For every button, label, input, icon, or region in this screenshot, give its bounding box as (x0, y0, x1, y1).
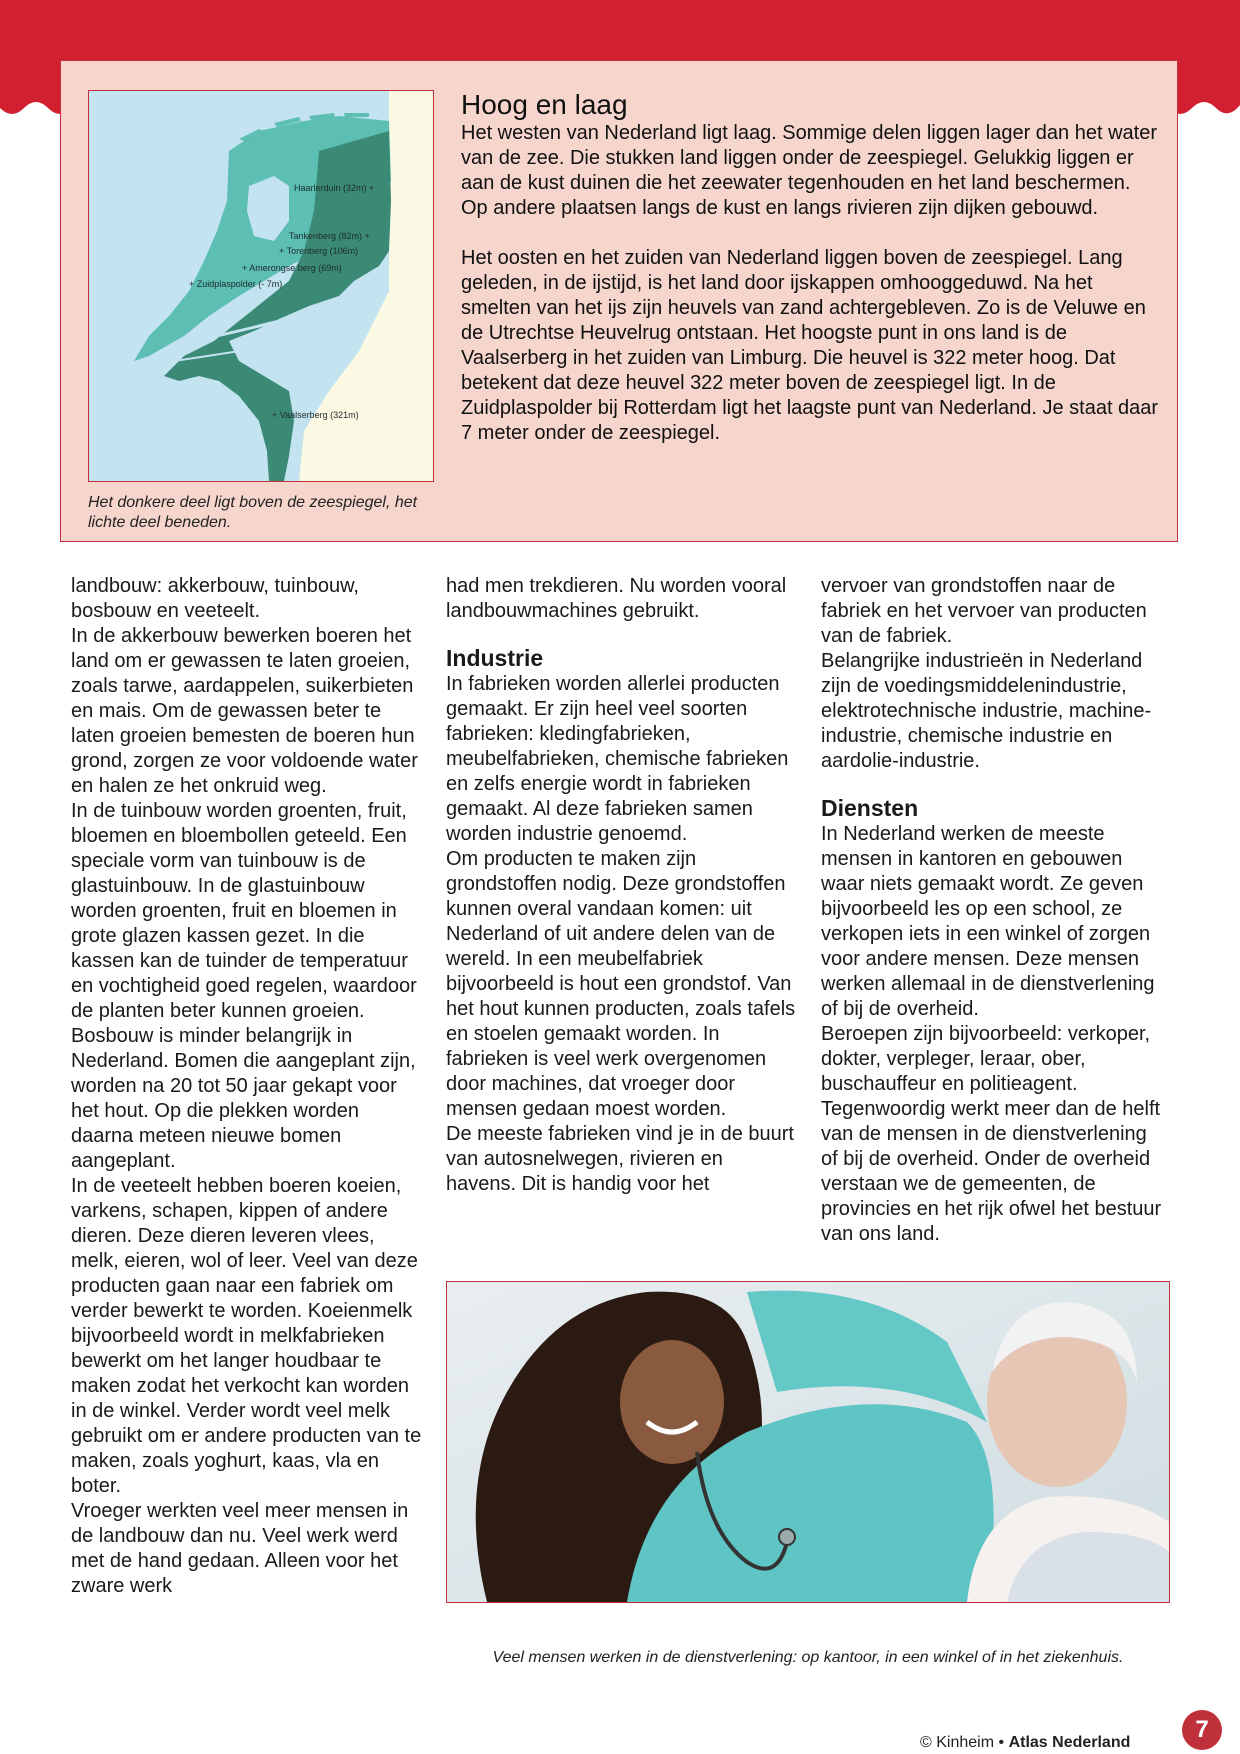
box-paragraph: Het westen van Nederland ligt laag. Sommige delen liggen lager dan het water van de zee. Die stukken land liggen onder de zeespiegel. Gelukkig liggen er aan de kust duinen die het zeewater tegenhouden en het land beschermen. Op andere plaatsen langs de kust en langs rivieren zijn dijken gebouwd. (461, 122, 1157, 219)
paragraph: Tegenwoordig werkt meer dan de helft van de mensen in de dienstverlening of bij de overheid. Onder de overheid verstaan we de gemeenten, de provincies en het rijk ofwel het bestuur van ons land. (821, 1098, 1162, 1245)
map-label-torenberg: + Torenberg (106m) (279, 246, 359, 256)
netherlands-map (88, 90, 434, 482)
copyright: © Kinheim (920, 1734, 995, 1751)
paragraph: vervoer van grondstoffen naar de fabriek en het vervoer van producten van de fabriek. (821, 575, 1147, 647)
paragraph: In de tuinbouw worden groenten, fruit, bloemen en bloembollen geteeld. Een speciale vorm van tuinbouw is de glastuinbouw. In de glastuinbouw worden groenten, fruit en bloemen in grote glazen kassen gezet. In die kassen kan de tuinder de temperatuur en vochtigheid goed regelen, waardoor de planten beter kunnen groeien. (71, 800, 417, 1022)
paragraph: Vroeger werkten veel meer mensen in de landbouw dan nu. Veel werk werd met de hand gedaan. Alleen voor het zware werk (71, 1500, 409, 1597)
column-1 (71, 574, 426, 1599)
paragraph: Beroepen zijn bijvoorbeeld: verkoper, dokter, verpleger, leraar, ober, buschauffeur en politieagent. (821, 1023, 1151, 1095)
box-text (461, 121, 1161, 471)
paragraph: Om producten te maken zijn grondstoffen nodig. Deze grondstoffen kunnen overal vandaan komen: uit Nederland of uit andere delen van de wereld. In een meubelfabriek bijvoorbeeld is hout een grondstof. Van het hout kunnen producten, zoals tafels en stoelen gemaakt worden. In fabrieken is veel werk overgenomen door machines, dat vroeger door mensen gedaan moest worden. (446, 848, 796, 1120)
paragraph: In de akkerbouw bewerken boeren het land om er gewassen te laten groeien, zoals tarwe, aardappelen, suikerbieten en mais. Om de gewassen beter te laten groeien bemesten de boeren hun grond, zorgen ze voor voldoende water en halen ze het onkruid weg. (71, 625, 418, 797)
map-label-amerongse-berg: + Amerongse berg (69m) (242, 263, 342, 273)
nurse-photo (446, 1281, 1170, 1603)
column-2 (446, 574, 796, 1197)
map-label-haarlerduin: Haarlerduin (32m) + (294, 183, 375, 193)
paragraph: landbouw: akkerbouw, tuinbouw, bosbouw en veeteelt. (71, 575, 359, 622)
section-heading-diensten: Diensten (821, 795, 919, 821)
map-label-zuidplaspolder: + Zuidplaspolder (- 7m) (189, 279, 283, 289)
paragraph: In fabrieken worden allerlei producten gemaakt. Er zijn heel veel soorten fabrieken: kledingfabrieken, meubelfabrieken, chemische fabrieken en zelfs energie wordt in fabrieken gemaakt. Al deze fabrieken samen worden industrie genoemd. (446, 673, 789, 845)
publication-title: Atlas Nederland (1008, 1734, 1131, 1751)
paragraph: Bosbouw is minder belangrijk in Nederland. Bomen die aangeplant zijn, worden na 20 tot 50 jaar gekapt voor het hout. Op die plekken worden daarna meteen nieuwe bomen aangeplant. (71, 1025, 416, 1172)
map-graphic (89, 91, 433, 481)
footer (920, 1733, 1130, 1753)
photo-illustration (447, 1282, 1169, 1602)
paragraph: In de veeteelt hebben boeren koeien, varkens, schapen, kippen of andere dieren. Deze dieren leveren vlees, melk, eieren, wol of leer. Veel van deze producten gaan naar een fabriek om verder bewerkt te worden. Koeienmelk bijvoorbeeld wordt in melkfabrieken bewerkt om het langer houdbaar te maken zodat het verkocht kan worden in de winkel. Verder wordt veel melk gebruikt om er andere producten van te maken, zoals yoghurt, kaas, vla en boter. (71, 1175, 422, 1497)
column-3 (821, 574, 1166, 1247)
paragraph: De meeste fabrieken vind je in de buurt van autosnelwegen, rivieren en havens. Dit is handig voor het (446, 1123, 794, 1195)
paragraph: Belangrijke industrieën in Nederland zijn de voedingsmiddelenindustrie, elektrotechnische industrie, machine-industrie, chemische industrie en aardolie-industrie. (821, 650, 1152, 772)
map-caption: Het donkere deel ligt boven de zeespiegel, het lichte deel beneden. (88, 494, 418, 531)
section-heading-industrie: Industrie (446, 645, 544, 671)
box-paragraph: Het oosten en het zuiden van Nederland liggen boven de zeespiegel. Lang geleden, in de ijstijd, is het land door ijskappen omhooggeduwd. Na het smelten van het ijs zijn heuvels van zand achtergebleven. Zo is de Veluwe en de Utrechtse Heuvelrug ontstaan. Het hoogste punt in ons land is de Vaalserberg in het zuiden van Limburg. Die heuvel is 322 meter hoog. Dat betekent dat deze heuvel 322 meter boven de zeespiegel ligt. In de Zuidplaspolder bij Rotterdam ligt het laagste punt van Nederland. Je staat daar 7 meter onder de zeespiegel. (461, 247, 1159, 444)
paragraph: had men trekdieren. Nu worden vooral landbouwmachines gebruikt. (446, 575, 787, 622)
paragraph: In Nederland werken de meeste mensen in kantoren en gebouwen waar niets gemaakt wordt. Ze geven bijvoorbeeld les op een school, ze verkopen iets in een winkel of zorgen voor andere mensen. Deze mensen werken allemaal in de dienstverlening of bij de overheid. (821, 823, 1155, 1020)
photo-caption: Veel mensen werken in de dienstverlening: op kantoor, in een winkel of in het ziekenhuis. (492, 1649, 1124, 1666)
page-number: 7 (1182, 1710, 1222, 1750)
footer-bullet: • (998, 1734, 1005, 1751)
map-label-tankenberg: Tankenberg (82m) + (289, 231, 370, 241)
map-label-vaalserberg: + Vaalserberg (321m) (272, 410, 359, 420)
box-title: Hoog en laag (461, 89, 628, 120)
